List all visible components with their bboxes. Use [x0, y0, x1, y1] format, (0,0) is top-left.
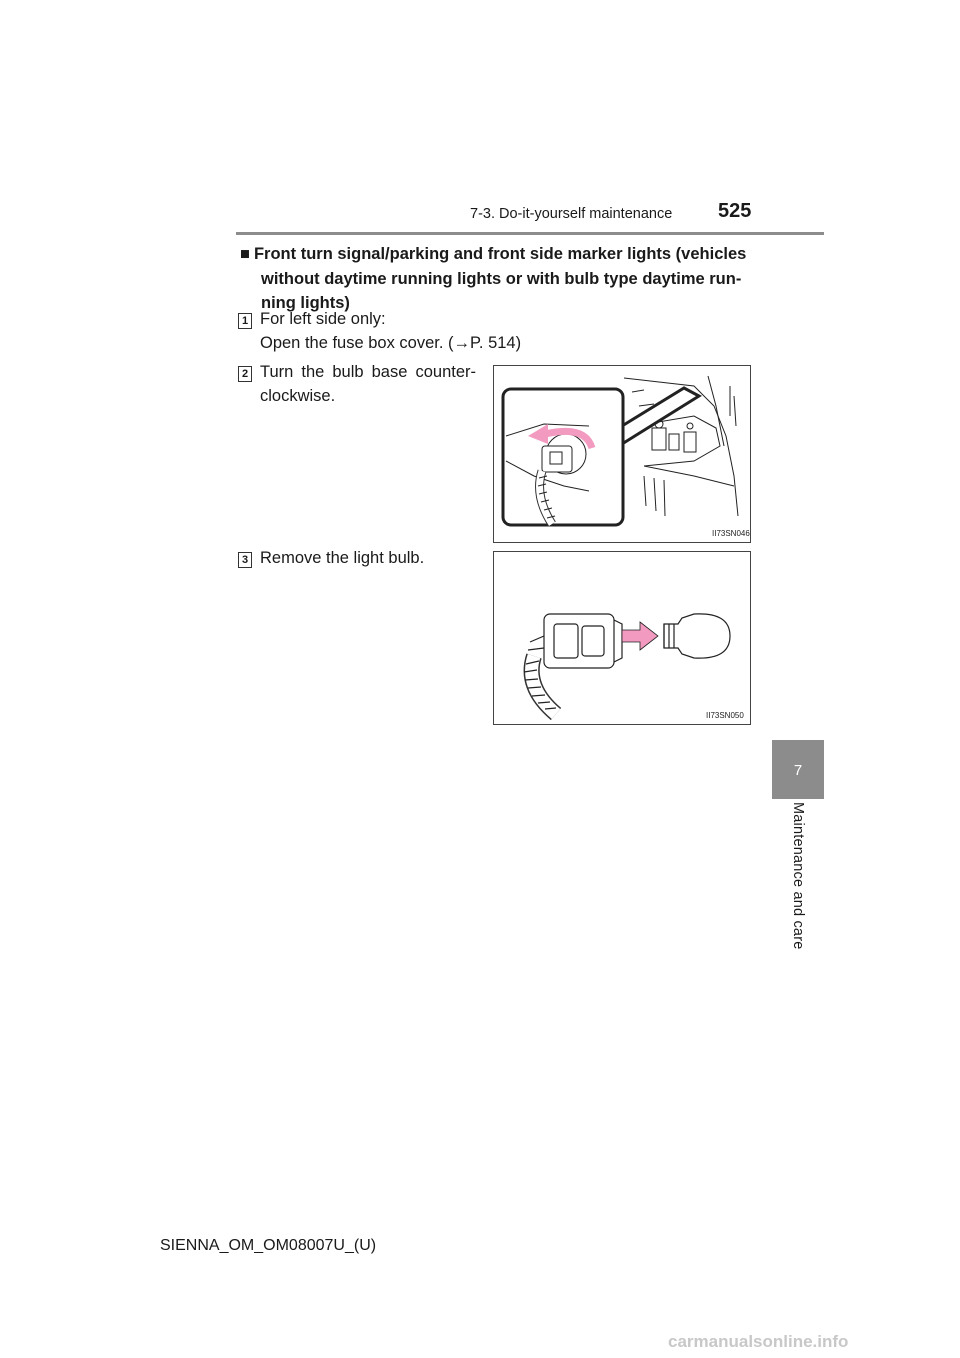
step-line: clockwise.	[260, 386, 336, 405]
title-line: ning lights)	[261, 294, 350, 312]
watermark: carmanualsonline.info	[668, 1332, 849, 1351]
step-number-badge: 2	[238, 366, 252, 382]
figure-code: II73SN046	[712, 529, 750, 538]
headlight-illustration	[494, 366, 750, 542]
step-line: Open the fuse box cover. (→P. 514)	[260, 333, 522, 352]
figure-turn-bulb-base	[493, 365, 751, 543]
bulb-removal-illustration	[494, 552, 750, 724]
chapter-tab[interactable]	[772, 740, 824, 799]
step-3-text	[260, 547, 424, 571]
figure-remove-bulb	[493, 551, 751, 725]
step-line: For left side only:	[260, 310, 386, 328]
document-id: SIENNA_OM_OM08007U_(U)	[160, 1237, 377, 1254]
step-line: Remove the light bulb.	[260, 549, 425, 567]
step-number-badge: 1	[238, 313, 252, 329]
title-line: Front turn signal/parking and front side marker lights (vehicles	[253, 245, 747, 263]
header-divider	[236, 232, 824, 235]
figure-code: II73SN050	[706, 711, 744, 720]
chapter-label: Maintenance and care	[790, 802, 806, 950]
page-number: 525	[718, 200, 752, 222]
chapter-number: 7	[793, 762, 803, 779]
square-bullet-icon: ■	[240, 245, 250, 263]
step-line: Turn the bulb base counter-	[260, 363, 476, 381]
title-line: without daytime running lights or with bulb type daytime run-	[261, 269, 742, 288]
step-number-badge: 3	[238, 552, 252, 568]
section-header: 7-3. Do-it-yourself maintenance	[470, 206, 673, 222]
step-2-text	[260, 361, 476, 408]
section-title	[240, 242, 752, 316]
step-1-text	[260, 308, 521, 355]
